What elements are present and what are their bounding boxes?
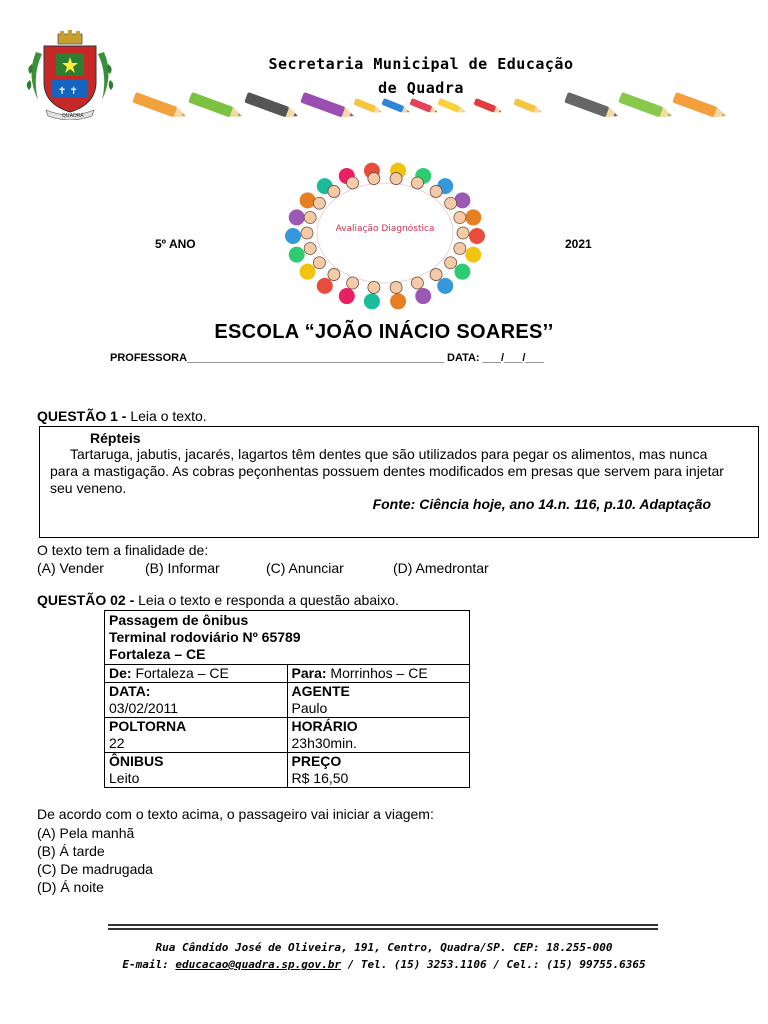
ticket-cell: [287, 753, 470, 788]
footer-phones: / Tel. (15) 3253.1106 / Cel.: (15) 99755.6365: [340, 958, 646, 971]
reading-text-box: [39, 426, 759, 538]
pencil-icon: [513, 98, 543, 115]
question-2-number: QUESTÃO 02 -: [37, 592, 135, 608]
child-figure: [364, 163, 380, 185]
child-figure: [300, 192, 326, 209]
footer-divider-top: [108, 924, 658, 926]
pencil-icon: [300, 92, 355, 121]
pencil-icon: [564, 92, 619, 121]
option-a[interactable]: (A) Vender: [37, 560, 104, 576]
ticket-cell: [105, 683, 288, 718]
ticket-time-value: 23h30min.: [291, 735, 357, 751]
ticket-from: [105, 665, 288, 683]
ticket-to-value: Morrinhos – CE: [326, 665, 428, 681]
child-figure: [289, 209, 316, 225]
reading-text-body: Tartaruga, jabutis, jacarés, lagartos têm dentes que são utilizados para pegar os alimentos, mas nunca para a mastigação. As cobras peçonhentas possuem dentes modificados em presas que servem para injetar seu veneno.: [50, 446, 724, 496]
ticket-time-label: HORÁRIO: [291, 718, 358, 734]
pencil-icon: [188, 92, 243, 121]
ticket-bus-label: ÔNIBUS: [109, 753, 164, 769]
children-circle-illustration: [272, 150, 498, 316]
svg-text:QUADRA: QUADRA: [62, 113, 84, 119]
option-d[interactable]: (D) Á noite: [37, 879, 104, 895]
footer-divider-bottom: [108, 928, 658, 930]
ticket-cell: [287, 718, 470, 753]
ticket-header: [105, 611, 470, 665]
option-d[interactable]: (D) Amedrontar: [393, 560, 489, 576]
ticket-cell: [287, 683, 470, 718]
child-figure: [285, 227, 313, 244]
header-title-line2: de Quadra: [378, 79, 464, 97]
ticket-bus-value: Leito: [109, 770, 140, 786]
option-b[interactable]: (B) Á tarde: [37, 843, 105, 859]
ticket-cell: [105, 718, 288, 753]
ticket-terminal: Terminal rodoviário Nº 65789: [109, 629, 301, 645]
question-1-prompt: O texto tem a finalidade de:: [37, 542, 209, 558]
footer-email-label: E-mail:: [122, 958, 176, 971]
pencil-icon: [244, 92, 299, 121]
ticket-date-value: 03/02/2011: [109, 700, 179, 716]
child-figure: [430, 269, 453, 294]
option-c[interactable]: (C) De madrugada: [37, 861, 153, 877]
bus-ticket-table: [104, 610, 470, 788]
pencil-icon: [437, 98, 467, 115]
ticket-title: Passagem de ônibus: [109, 612, 249, 628]
year-label: 2021: [565, 237, 592, 251]
question-2-prompt: De acordo com o texto acima, o passageiro vai iniciar a viagem:: [37, 806, 434, 822]
ticket-price-value: R$ 16,50: [291, 770, 349, 786]
pencil-icon: [353, 98, 383, 115]
ticket-to: [287, 665, 470, 683]
pencil-icon: [132, 92, 187, 121]
child-figure: [317, 178, 340, 197]
pencil-icon: [381, 98, 411, 115]
reading-text-source: Fonte: Ciência hoje, ano 14.n. 116, p.10. Adaptação: [372, 496, 711, 512]
ticket-seat-label: POLTORNA: [109, 718, 187, 734]
question-1-instruction: Leia o texto.: [126, 408, 207, 424]
child-figure: [339, 277, 359, 304]
footer-email-link[interactable]: educacao@quadra.sp.gov.br: [175, 958, 341, 971]
header-title-line1: Secretaria Municipal de Educação: [268, 55, 574, 73]
ticket-from-value: Fortaleza – CE: [131, 665, 229, 681]
ticket-to-label: Para:: [291, 665, 327, 681]
child-figure: [390, 163, 406, 185]
child-figure: [390, 281, 406, 309]
question-1-number: QUESTÃO 1 -: [37, 408, 127, 424]
question-2-title: [37, 592, 399, 608]
svg-text:✝ ✝: ✝ ✝: [58, 86, 78, 97]
option-c[interactable]: (C) Anunciar: [266, 560, 344, 576]
option-b[interactable]: (B) Informar: [145, 560, 220, 576]
assessment-badge-text: Avaliação Diagnóstica: [335, 224, 435, 234]
ticket-price-label: PREÇO: [291, 753, 342, 769]
question-2-instruction: Leia o texto e responda a questão abaixo.: [134, 592, 399, 608]
child-figure: [411, 277, 431, 304]
ticket-date-label: DATA:: [109, 683, 151, 699]
pencil-icon: [672, 92, 727, 121]
child-figure: [430, 178, 453, 197]
ticket-agent-label: AGENTE: [291, 683, 350, 699]
ticket-agent-value: Paulo: [291, 700, 328, 716]
child-figure: [445, 257, 471, 280]
ticket-from-label: De:: [109, 665, 132, 681]
ticket-seat-value: 22: [109, 735, 125, 751]
pencil-icon: [473, 98, 503, 115]
child-figure: [300, 257, 326, 280]
teacher-date-line: PROFESSORA__________________________________________ DATA: ___/___/___: [110, 352, 544, 364]
school-name: ESCOLA “JOÃO INÁCIO SOARES’’: [214, 321, 554, 343]
municipal-crest-logo: [22, 30, 118, 120]
child-figure: [457, 227, 485, 244]
child-figure: [445, 192, 471, 209]
footer-address: Rua Cândido José de Oliveira, 191, Centro, Quadra/SP. CEP: 18.255-000: [155, 941, 613, 954]
footer-contact: [0, 956, 768, 973]
reading-text-heading: Répteis: [90, 430, 141, 446]
question-2-options: [37, 824, 153, 896]
child-figure: [289, 242, 316, 262]
pencil-icon: [409, 98, 439, 115]
child-figure: [339, 168, 359, 189]
child-figure: [454, 242, 481, 262]
ticket-city: Fortaleza – CE: [109, 646, 206, 662]
child-figure: [317, 269, 340, 294]
child-figure: [411, 168, 431, 189]
child-figure: [364, 281, 380, 309]
ticket-cell: [105, 753, 288, 788]
grade-label: 5º ANO: [155, 237, 196, 251]
question-1-title: [37, 408, 207, 424]
pencil-icon: [618, 92, 673, 121]
colored-pencils-decoration: [130, 80, 730, 130]
option-a[interactable]: (A) Pela manhã: [37, 825, 135, 841]
child-figure: [454, 209, 481, 225]
